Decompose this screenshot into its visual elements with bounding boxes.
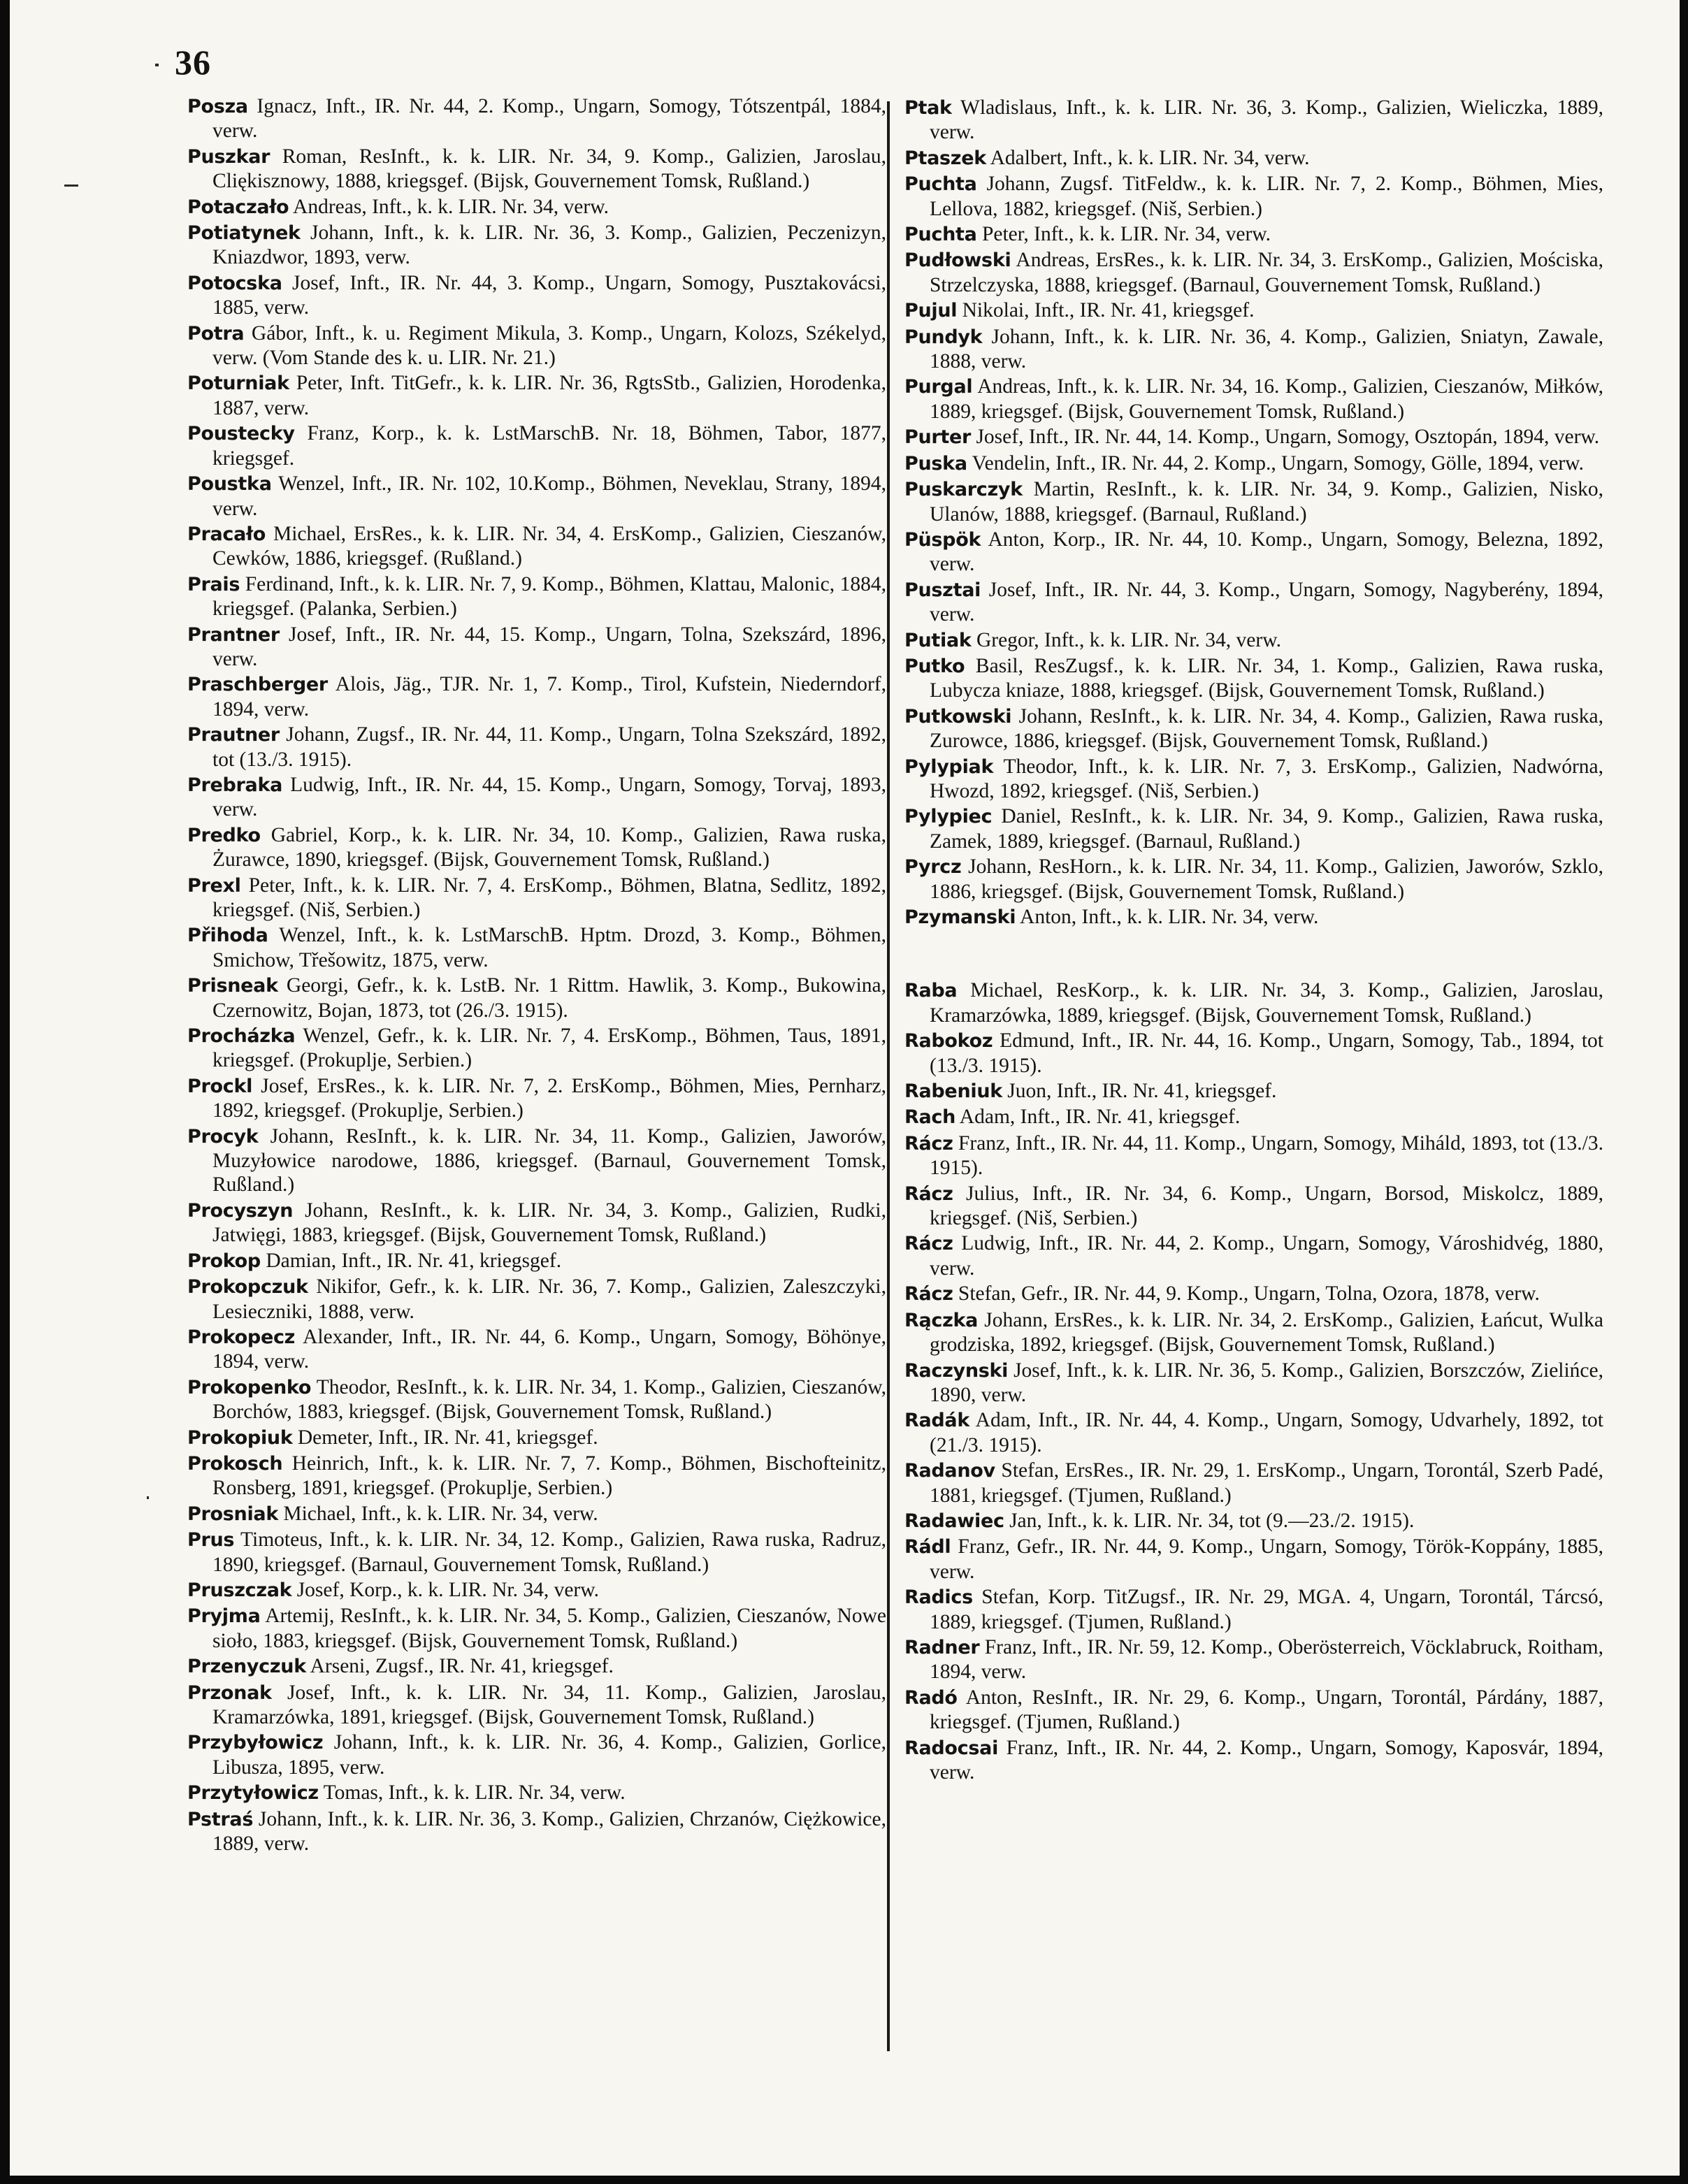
entry-details: Wladislaus, Inft., k. k. LIR. Nr. 36, 3. Komp., Galizien, Wieliczka, 1889, verw. — [930, 96, 1603, 144]
register-entry — [187, 623, 886, 672]
right-column — [904, 96, 1603, 1786]
register-entry — [904, 451, 1603, 476]
register-entry — [187, 1426, 886, 1450]
register-entry — [187, 321, 886, 370]
entry-details: Johann, Inft., k. k. LIR. Nr. 36, 3. Komp., Galizien, Chrzanów, Ciężkowice, 1889, verw. — [212, 1807, 886, 1856]
entry-surname: Ptak — [904, 97, 952, 119]
register-entry — [187, 672, 886, 721]
entry-details: Wenzel, Gefr., k. k. LIR. Nr. 7, 4. ErsKomp., Böhmen, Taus, 1891, kriegsgef. (Prokuplje, Serbien.) — [212, 1025, 886, 1072]
entry-surname: Rach — [904, 1106, 956, 1129]
entry-surname: Rabeniuk — [904, 1080, 1002, 1103]
register-entry — [904, 298, 1603, 323]
entry-surname: Poustka — [187, 473, 272, 496]
register-entry — [187, 974, 886, 1022]
entry-surname: Pujul — [904, 300, 958, 322]
entry-surname: Pruszczak — [187, 1579, 292, 1601]
register-entry — [187, 94, 886, 143]
entry-details: Georgi, Gefr., k. k. LstB. Nr. 1 Rittm. Hawlik, 3. Komp., Bukowina, Czernowitz, Bojan, 1873, tot (26./3. 1915). — [212, 974, 886, 1022]
register-entry — [904, 1282, 1603, 1306]
entry-details: Peter, Inft. TitGefr., k. k. LIR. Nr. 36, RgtsStb., Galizien, Horodenka, 1887, verw. — [212, 372, 886, 419]
entry-surname: Procyk — [187, 1125, 259, 1148]
register-entry — [904, 978, 1603, 1027]
register-entry — [187, 1730, 886, 1779]
margin-mark — [147, 1496, 149, 1499]
register-entry — [187, 1452, 886, 1500]
register-entry — [904, 1509, 1603, 1533]
register-entry — [904, 1585, 1603, 1634]
entry-details: Artemij, ResInft., k. k. LIR. Nr. 34, 5. Komp., Galizien, Cieszanów, Nowe sioło, 1883, kriegsgef. (Bijsk, Gouvernement Tomsk, Rußland.) — [212, 1605, 886, 1652]
register-entry — [187, 1275, 886, 1324]
entry-surname: Rácz — [904, 1132, 953, 1155]
register-entry — [187, 221, 886, 270]
entry-surname: Prokop — [187, 1250, 261, 1272]
entry-details: Franz, Inft., IR. Nr. 44, 2. Komp., Ungarn, Somogy, Kaposvár, 1894, verw. — [930, 1736, 1603, 1784]
entry-surname: Puszkar — [187, 145, 270, 168]
entry-surname: Přihoda — [187, 925, 268, 947]
register-entry — [904, 578, 1603, 627]
register-entry — [904, 704, 1603, 753]
entry-details: Peter, Inft., k. k. LIR. Nr. 7, 4. ErsKomp., Böhmen, Blatna, Sedlitz, 1892, kriegsgef. (Niš, Serbien.) — [212, 874, 886, 921]
entry-details: Ignacz, Inft., IR. Nr. 44, 2. Komp., Ungarn, Somogy, Tótszentpál, 1884, verw. — [212, 95, 886, 143]
entry-details: Adam, Inft., IR. Nr. 41, kriegsgef. — [955, 1106, 1241, 1129]
entry-details: Demeter, Inft., IR. Nr. 41, kriegsgef. — [292, 1426, 598, 1449]
entry-details: Timoteus, Inft., k. k. LIR. Nr. 34, 12. Komp., Galizien, Rawa ruska, Radruz, 1890, kriegsgef. (Barnaul, Gouvernement Tomsk, Rußland.) — [212, 1528, 886, 1576]
entry-surname: Radawiec — [904, 1510, 1004, 1532]
entry-details: Gregor, Inft., k. k. LIR. Nr. 34, verw. — [971, 628, 1281, 651]
register-entry — [187, 572, 886, 621]
entry-surname: Putiak — [904, 629, 972, 651]
entry-details: Theodor, Inft., k. k. LIR. Nr. 7, 3. ErsKomp., Galizien, Nadwórna, Hwozd, 1892, kriegsgef. (Niš, Serbien.) — [930, 755, 1603, 802]
entry-details: Daniel, ResInft., k. k. LIR. Nr. 34, 9. Komp., Galizien, Rawa ruska, Zamek, 1889, kriegsgef. (Barnaul, Rußland.) — [930, 805, 1603, 853]
register-entry — [187, 1074, 886, 1123]
entry-details: Gabriel, Korp., k. k. LIR. Nr. 34, 10. Komp., Galizien, Rawa ruska, Żurawce, 1890, kriegsgef. (Bijsk, Gouvernement Tomsk, Rußland.) — [212, 823, 886, 872]
entry-surname: Procházka — [187, 1025, 296, 1048]
entry-details: Edmund, Inft., IR. Nr. 44, 16. Komp., Ungarn, Somogy, Tab., 1894, tot (13./3. 1915). — [930, 1029, 1603, 1077]
entry-surname: Pracało — [187, 523, 266, 545]
entry-surname: Radó — [904, 1686, 958, 1709]
entry-details: Jan, Inft., k. k. LIR. Nr. 34, tot (9.—23./2. 1915). — [1004, 1509, 1415, 1532]
register-entry — [904, 1182, 1603, 1231]
entry-details: Ferdinand, Inft., k. k. LIR. Nr. 7, 9. Komp., Böhmen, Klattau, Malonic, 1884, kriegsgef. (Palanka, Serbien.) — [212, 572, 886, 621]
entry-surname: Potra — [187, 322, 245, 345]
entry-surname: Prokosch — [187, 1452, 283, 1475]
entry-details: Franz, Korp., k. k. LstMarschB. Nr. 18, Böhmen, Tabor, 1877, kriegsgef. — [212, 422, 886, 470]
entry-surname: Posza — [187, 96, 248, 117]
register-entry — [904, 248, 1603, 297]
entry-surname: Przenyczuk — [187, 1656, 306, 1678]
entry-surname: Ptaszek — [904, 147, 986, 169]
entry-surname: Radanov — [904, 1460, 995, 1482]
register-entry — [904, 1079, 1603, 1104]
entry-details: Josef, Inft., IR. Nr. 44, 3. Komp., Ungarn, Somogy, Nagyberény, 1894, verw. — [930, 578, 1603, 626]
entry-details: Johann, ResInft., k. k. LIR. Nr. 34, 11. Komp., Galizien, Jaworów, Muzyłowice narodowe, 1886, kriegsgef. (Barnaul, Gouvernement Tomsk, Rußland.) — [212, 1124, 886, 1196]
entry-surname: Prockl — [187, 1075, 253, 1097]
register-entry — [187, 1249, 886, 1273]
register-entry — [187, 271, 886, 320]
register-entry — [904, 375, 1603, 424]
register-entry — [904, 905, 1603, 930]
entry-surname: Praschberger — [187, 674, 328, 696]
register-entry — [187, 823, 886, 872]
entry-details: Johann, Zugsf. TitFeldw., k. k. LIR. Nr. 7, 2. Komp., Böhmen, Mies, Lellova, 1882, kriegsgef. (Niš, Serbien.) — [930, 173, 1603, 220]
entry-details: Johann, ResHorn., k. k. LIR. Nr. 34, 11. Komp., Galizien, Jaworów, Szklo, 1886, kriegsgef. (Bijsk, Gouvernement Tomsk, Rußland.) — [930, 855, 1603, 903]
entry-details: Gábor, Inft., k. u. Regiment Mikula, 3. Komp., Ungarn, Kolozs, Székelyd, verw. (Vom Stande des k. u. LIR. Nr. 21.) — [212, 321, 886, 370]
register-entry — [187, 421, 886, 470]
entry-details: Stefan, ErsRes., IR. Nr. 29, 1. ErsKomp., Ungarn, Torontál, Szerb Padé, 1881, kriegsgef. (Tjumen, Rußland.) — [930, 1459, 1603, 1507]
entry-surname: Radner — [904, 1636, 980, 1658]
register-entry — [904, 172, 1603, 221]
entry-surname: Purter — [904, 426, 972, 449]
entry-surname: Rączka — [904, 1309, 979, 1331]
entry-details: Josef, Inft., k. k. LIR. Nr. 34, 11. Komp., Galizien, Jaroslau, Kramarzówka, 1891, kriegsgef. (Bijsk, Gouvernement Tomsk, Rußland.) — [212, 1681, 886, 1728]
entry-details: Damian, Inft., IR. Nr. 41, kriegsgef. — [260, 1249, 562, 1272]
entry-surname: Prokopiuk — [187, 1426, 293, 1449]
entry-details: Anton, Korp., IR. Nr. 44, 10. Komp., Ungarn, Somogy, Belezna, 1892, verw. — [930, 528, 1603, 576]
entry-surname: Przonak — [187, 1682, 272, 1704]
entry-details: Josef, Inft., k. k. LIR. Nr. 36, 5. Komp., Galizien, Borszczów, Zielińce, 1890, verw. — [930, 1359, 1603, 1406]
entry-details: Josef, Inft., IR. Nr. 44, 14. Komp., Ungarn, Somogy, Osztopán, 1894, verw. — [971, 426, 1600, 449]
entry-surname: Pzymanski — [904, 906, 1016, 928]
entry-details: Johann, Zugsf., IR. Nr. 44, 11. Komp., Ungarn, Tolna Szekszárd, 1892, tot (13./3. 1915). — [212, 723, 886, 771]
register-entry — [187, 522, 886, 571]
register-entry — [904, 146, 1603, 171]
register-entry — [904, 855, 1603, 904]
entry-details: Julius, Inft., IR. Nr. 34, 6. Komp., Ungarn, Borsod, Miskolcz, 1889, kriegsgef. (Niš, Serbien.) — [930, 1182, 1603, 1230]
entry-details: Franz, Gefr., IR. Nr. 44, 9. Komp., Ungarn, Somogy, Török-Koppány, 1885, verw. — [930, 1535, 1603, 1583]
entry-details: Michael, ErsRes., k. k. LIR. Nr. 34, 4. ErsKomp., Galizien, Cieszanów, Cewków, 1886, kriegsgef. (Rußland.) — [212, 522, 886, 570]
register-entry — [904, 1535, 1603, 1584]
register-entry — [904, 1105, 1603, 1129]
entry-surname: Pundyk — [904, 326, 983, 348]
entry-details: Nikolai, Inft., IR. Nr. 41, kriegsgef. — [957, 299, 1255, 322]
register-entry — [187, 195, 886, 219]
entry-details: Johann, ErsRes., k. k. LIR. Nr. 34, 2. ErsKomp., Galizien, Łańcut, Wulka grodziska, 1892, kriegsgef. (Bijsk, Gouvernement Tomsk, Rußland.) — [930, 1308, 1603, 1357]
entry-surname: Pryjma — [187, 1605, 261, 1628]
register-entry — [904, 1029, 1603, 1078]
entry-details: Roman, ResInft., k. k. LIR. Nr. 34, 9. Komp., Galizien, Jaroslau, Cliękisznowy, 1888, kriegsgef. (Bijsk, Gouvernement Tomsk, Rußland.) — [212, 145, 886, 193]
register-entry — [187, 1199, 886, 1248]
entry-surname: Potocska — [187, 272, 282, 294]
left-column — [187, 94, 886, 1857]
entry-details: Vendelin, Inft., IR. Nr. 44, 2. Komp., Ungarn, Somogy, Gölle, 1894, verw. — [967, 451, 1584, 475]
margin-mark — [155, 64, 159, 66]
entry-surname: Purgal — [904, 376, 973, 398]
entry-details: Wenzel, Inft., k. k. LstMarschB. Hptm. Drozd, 3. Komp., Böhmen, Smichow, Třešowitz, 1875, verw. — [212, 924, 886, 971]
entry-surname: Pylypiak — [904, 755, 994, 778]
register-entry — [187, 773, 886, 822]
entry-details: Michael, Inft., k. k. LIR. Nr. 34, verw. — [277, 1502, 598, 1525]
entry-surname: Prais — [187, 573, 240, 595]
entry-surname: Putko — [904, 655, 965, 677]
entry-details: Ludwig, Inft., IR. Nr. 44, 2. Komp., Ungarn, Somogy, Városhidvég, 1880, verw. — [930, 1232, 1603, 1280]
entry-details: Josef, ErsRes., k. k. LIR. Nr. 7, 2. ErsKomp., Böhmen, Mies, Pernharz, 1892, kriegsgef. (Prokuplje, Serbien.) — [212, 1074, 886, 1122]
entry-details: Josef, Korp., k. k. LIR. Nr. 34, verw. — [291, 1578, 600, 1601]
entry-details: Anton, ResInft., IR. Nr. 29, 6. Komp., Ungarn, Torontál, Párdány, 1887, kriegsgef. (Tjumen, Rußland.) — [930, 1686, 1603, 1734]
entry-details: Andreas, Inft., k. k. LIR. Nr. 34, verw. — [289, 195, 609, 218]
entry-surname: Prebraka — [187, 774, 283, 796]
register-entry — [187, 1654, 886, 1679]
p-section — [904, 96, 1603, 930]
register-entry — [187, 723, 886, 772]
register-entry — [187, 1781, 886, 1805]
entry-surname: Prantner — [187, 623, 280, 646]
register-entry — [187, 1124, 886, 1197]
page-number: 36 — [175, 43, 211, 82]
register-entry — [904, 477, 1603, 526]
entry-surname: Potiatynek — [187, 222, 301, 245]
entry-surname: Poturniak — [187, 373, 289, 395]
entry-surname: Puchta — [904, 173, 977, 196]
entry-details: Michael, ResKorp., k. k. LIR. Nr. 34, 3. Komp., Galizien, Jaroslau, Kramarzówka, 1889, kriegsgef. (Bijsk, Gouvernement Tomsk, Rußland.) — [930, 979, 1603, 1027]
entry-details: Juon, Inft., IR. Nr. 41, kriegsgef. — [1002, 1080, 1277, 1103]
register-entry — [904, 804, 1603, 853]
entry-details: Adalbert, Inft., k. k. LIR. Nr. 34, verw. — [986, 146, 1310, 169]
entry-surname: Puskarczyk — [904, 479, 1023, 501]
section-gap — [904, 931, 1603, 978]
register-entry — [904, 755, 1603, 804]
register-entry — [904, 1131, 1603, 1180]
entry-surname: Przybyłowicz — [187, 1732, 324, 1754]
register-entry — [904, 1359, 1603, 1408]
entry-surname: Prosniak — [187, 1503, 278, 1525]
entry-surname: Procyszyn — [187, 1199, 294, 1222]
register-entry — [904, 654, 1603, 703]
entry-details: Wenzel, Inft., IR. Nr. 102, 10.Komp., Böhmen, Neveklau, Strany, 1894, verw. — [212, 472, 886, 520]
entry-details: Alexander, Inft., IR. Nr. 44, 6. Komp., Ungarn, Somogy, Böhönye, 1894, verw. — [212, 1325, 886, 1373]
entry-surname: Prisneak — [187, 975, 278, 997]
register-entry — [904, 1686, 1603, 1735]
register-entry — [187, 1681, 886, 1730]
register-entry — [904, 628, 1603, 653]
register-entry — [904, 96, 1603, 145]
entry-surname: Prautner — [187, 724, 280, 746]
entry-surname: Predko — [187, 824, 261, 846]
entry-surname: Poustecky — [187, 423, 295, 445]
register-entry — [904, 222, 1603, 247]
entry-details: Johann, ResInft., k. k. LIR. Nr. 34, 3. Komp., Galizien, Rudki, Jatwięgi, 1883, kriegsgef. (Bijsk, Gouvernement Tomsk, Rußland.) — [212, 1199, 886, 1247]
entry-surname: Rácz — [904, 1283, 953, 1306]
register-entry — [187, 1578, 886, 1603]
entry-details: Franz, Inft., IR. Nr. 59, 12. Komp., Oberösterreich, Vöcklabruck, Roitham, 1894, verw. — [930, 1635, 1603, 1684]
entry-surname: Prokopecz — [187, 1326, 296, 1348]
register-entry — [904, 528, 1603, 577]
entry-surname: Pudłowski — [904, 250, 1011, 272]
column-divider — [887, 101, 890, 2051]
entry-details: Alois, Jäg., TJR. Nr. 1, 7. Komp., Tirol, Kufstein, Niederndorf, 1894, verw. — [212, 673, 886, 721]
entry-surname: Pylypiec — [904, 806, 993, 828]
margin-mark — [64, 185, 78, 187]
entry-details: Stefan, Gefr., IR. Nr. 44, 9. Komp., Ungarn, Tolna, Ozora, 1878, verw. — [953, 1282, 1540, 1306]
entry-surname: Puska — [904, 452, 967, 475]
entry-details: Andreas, Inft., k. k. LIR. Nr. 34, 16. Komp., Galizien, Cieszanów, Miłków, 1889, kriegsgef. (Bijsk, Gouvernement Tomsk, Rußland.) — [930, 375, 1603, 423]
register-entry — [187, 1375, 886, 1424]
register-entry — [904, 1635, 1603, 1684]
entry-surname: Rádl — [904, 1536, 951, 1559]
entry-details: Martin, ResInft., k. k. LIR. Nr. 34, 9. Komp., Galizien, Nisko, Ulanów, 1888, kriegsgef. (Barnaul, Rußland.) — [930, 478, 1603, 526]
entry-details: Heinrich, Inft., k. k. LIR. Nr. 7, 7. Komp., Böhmen, Bischofteinitz, Ronsberg, 1891, kriegsgef. (Prokuplje, Serbien.) — [212, 1452, 886, 1500]
entry-details: Johann, ResInft., k. k. LIR. Nr. 34, 4. Komp., Galizien, Rawa ruska, Zurowce, 1886, kriegsgef. (Bijsk, Gouvernement Tomsk, Rußland.) — [930, 704, 1603, 753]
entry-surname: Radics — [904, 1586, 973, 1609]
register-entry — [187, 371, 886, 420]
register-entry — [187, 1325, 886, 1374]
register-entry — [904, 1459, 1603, 1507]
entry-surname: Potaczało — [187, 196, 289, 218]
register-entry — [187, 1502, 886, 1526]
register-entry — [187, 145, 886, 194]
register-entry — [904, 1408, 1603, 1457]
entry-surname: Radák — [904, 1410, 970, 1432]
entry-details: Josef, Inft., IR. Nr. 44, 15. Komp., Ungarn, Tolna, Szekszárd, 1896, verw. — [212, 623, 886, 670]
entry-details: Tomas, Inft., k. k. LIR. Nr. 34, verw. — [318, 1781, 626, 1805]
entry-details: Johann, Inft., k. k. LIR. Nr. 36, 3. Komp., Galizien, Peczenizyn, Kniazdwor, 1893, verw. — [212, 222, 886, 269]
entry-details: Basil, ResZugsf., k. k. LIR. Nr. 34, 1. Komp., Galizien, Rawa ruska, Lubycza kniaze, 1888, kriegsgef. (Bijsk, Gouvernement Tomsk, Rußland.) — [930, 654, 1603, 702]
entry-surname: Prexl — [187, 874, 241, 897]
entry-surname: Rabokoz — [904, 1030, 993, 1053]
entry-details: Franz, Inft., IR. Nr. 44, 11. Komp., Ungarn, Somogy, Miháld, 1893, tot (13./3. 1915). — [930, 1131, 1603, 1180]
entry-details: Josef, Inft., IR. Nr. 44, 3. Komp., Ungarn, Somogy, Pusztakovácsi, 1885, verw. — [212, 271, 886, 319]
register-entry — [187, 1528, 886, 1577]
entry-details: Nikifor, Gefr., k. k. LIR. Nr. 36, 7. Komp., Galizien, Zaleszczyki, Lesieczniki, 1888, verw. — [212, 1275, 886, 1323]
entry-details: Theodor, ResInft., k. k. LIR. Nr. 34, 1. Komp., Galizien, Cieszanów, Borchów, 1883, kriegsgef. (Bijsk, Gouvernement Tomsk, Rußland.) — [212, 1375, 886, 1424]
entry-details: Andreas, ErsRes., k. k. LIR. Nr. 34, 3. ErsKomp., Galizien, Mościska, Strzelczyska, 1888, kriegsgef. (Barnaul, Gouvernement Tomsk, Rußland.) — [930, 249, 1603, 296]
register-entry — [904, 325, 1603, 374]
entry-details: Adam, Inft., IR. Nr. 44, 4. Komp., Ungarn, Somogy, Udvarhely, 1892, tot (21./3. 1915). — [930, 1409, 1603, 1456]
register-entry — [187, 472, 886, 521]
r-section — [904, 978, 1603, 1784]
entry-surname: Pstraś — [187, 1808, 254, 1830]
entry-surname: Pyrcz — [904, 856, 962, 878]
entry-surname: Putkowski — [904, 705, 1012, 728]
entry-details: Arseni, Zugsf., IR. Nr. 41, kriegsgef. — [305, 1655, 614, 1678]
entry-surname: Przytyłowicz — [187, 1782, 319, 1805]
entry-surname: Prus — [187, 1529, 235, 1552]
entry-surname: Rácz — [904, 1233, 953, 1255]
entry-details: Anton, Inft., k. k. LIR. Nr. 34, verw. — [1016, 906, 1319, 928]
entry-details: Peter, Inft., k. k. LIR. Nr. 34, verw. — [976, 223, 1271, 246]
entry-surname: Rácz — [904, 1183, 953, 1205]
register-entry — [187, 923, 886, 972]
register-entry — [187, 1604, 886, 1653]
entry-details: Ludwig, Inft., IR. Nr. 44, 15. Komp., Ungarn, Somogy, Torvaj, 1893, verw. — [212, 773, 886, 821]
entry-surname: Raczynski — [904, 1359, 1009, 1382]
register-entry — [187, 1807, 886, 1856]
entry-details: Johann, Inft., k. k. LIR. Nr. 36, 4. Komp., Galizien, Gorlice, Libusza, 1895, verw. — [212, 1731, 886, 1779]
entry-surname: Puchta — [904, 224, 977, 246]
entry-surname: Prokopczuk — [187, 1276, 308, 1299]
register-entry — [904, 1736, 1603, 1785]
register-entry — [904, 425, 1603, 449]
entry-surname: Püspök — [904, 528, 981, 551]
entry-surname: Pusztai — [904, 579, 981, 601]
register-entry — [187, 874, 886, 923]
entry-details: Johann, Inft., k. k. LIR. Nr. 36, 4. Komp., Galizien, Sniatyn, Zawale, 1888, verw. — [930, 325, 1603, 373]
entry-surname: Prokopenko — [187, 1376, 312, 1398]
entry-surname: Radocsai — [904, 1737, 999, 1759]
register-entry — [187, 1024, 886, 1073]
register-entry — [904, 1308, 1603, 1357]
register-entry — [904, 1231, 1603, 1280]
entry-details: Stefan, Korp. TitZugsf., IR. Nr. 29, MGA. 4, Ungarn, Torontál, Tárcsó, 1889, kriegsgef. (Tjumen, Rußland.) — [930, 1586, 1603, 1633]
entry-surname: Raba — [904, 980, 958, 1002]
